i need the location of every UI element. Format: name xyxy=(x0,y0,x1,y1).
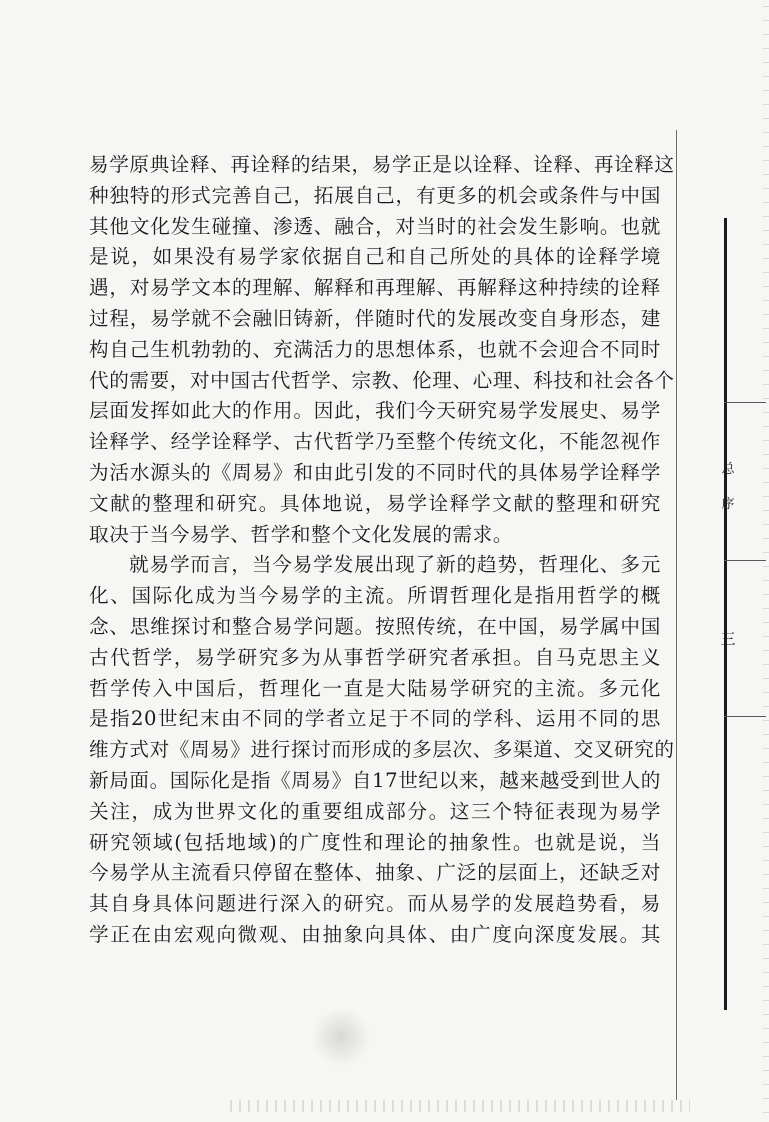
text-line: 代的需要，对中国古代哲学、宗教、伦理、心理、科技和社会各个 xyxy=(89,368,675,392)
text-line: 诠释学、经学诠释学、古代哲学乃至整个传统文化，不能忽视作 xyxy=(89,430,661,454)
text-line: 研究领域(包括地域)的广度性和理论的抽象性。也就是说，当 xyxy=(89,830,661,854)
text-line: 构自己生机勃勃的、充满活力的思想体系，也就不会迎合不同时 xyxy=(89,337,661,361)
paragraph-start-line: 就易学而言，当今易学发展出现了新的趋势，哲理化、多元 xyxy=(129,553,661,577)
page-number: 三 xyxy=(720,630,736,648)
sidebar-divider-2 xyxy=(724,560,766,561)
text-line: 层面发挥如此大的作用。因此，我们今天研究易学发展史、易学 xyxy=(89,399,661,423)
text-line: 其他文化发生碰撞、渗透、融合，对当时的社会发生影响。也就 xyxy=(89,214,661,238)
text-line: 过程，易学就不会融旧铸新，伴随时代的发展改变自身形态，建 xyxy=(89,306,661,330)
text-line: 遇，对易学文本的理解、解释和再理解、再解释这种持续的诠释 xyxy=(89,276,661,300)
scan-noise xyxy=(230,1100,690,1112)
margin-rule-outer xyxy=(676,130,677,1100)
text-line: 种独特的形式完善自己，拓展自己，有更多的机会或条件与中国 xyxy=(89,183,661,207)
margin-rule-thick xyxy=(724,218,727,1010)
text-line: 学正在由宏观向微观、由抽象向具体、由广度向深度发展。其 xyxy=(89,922,661,946)
body-text xyxy=(89,150,675,951)
scan-smudge xyxy=(310,1008,372,1066)
paragraph-end-line: 取决于当今易学、哲学和整个文化发展的需求。 xyxy=(89,522,514,546)
text-line: 今易学从主流看只停留在整体、抽象、广泛的层面上，还缺乏对 xyxy=(89,861,661,885)
text-line: 为活水源头的《周易》和由此引发的不同时代的具体易学诠释学 xyxy=(89,460,661,484)
page-edge xyxy=(763,0,769,1122)
text-line: 关注，成为世界文化的重要组成部分。这三个特征表现为易学 xyxy=(89,799,661,823)
section-title-char-1: 总 xyxy=(721,462,735,477)
text-line: 易学原典诠释、再诠释的结果，易学正是以诠释、诠释、再诠释这 xyxy=(89,153,675,176)
text-line: 化、国际化成为当今易学的主流。所谓哲理化是指用哲学的概 xyxy=(89,584,661,608)
text-line: 是说，如果没有易学家依据自己和自己所处的具体的诠释学境 xyxy=(89,245,661,269)
text-line: 念、思维探讨和整合易学问题。按照传统，在中国，易学属中国 xyxy=(89,614,661,638)
text-line: 维方式对《周易》进行探讨而形成的多层次、多渠道、交叉研究的 xyxy=(89,738,675,762)
text-line: 新局面。国际化是指《周易》自17世纪以来，越来越受到世人的 xyxy=(89,768,661,792)
section-title-char-2: 序 xyxy=(721,497,735,512)
text-line: 是指20世纪末由不同的学者立足于不同的学科、运用不同的思 xyxy=(89,707,661,731)
text-line: 文献的整理和研究。具体地说，易学诠释学文献的整理和研究 xyxy=(89,491,661,515)
sidebar-divider-1 xyxy=(724,402,766,403)
text-line: 哲学传入中国后，哲理化一直是大陆易学研究的主流。多元化 xyxy=(89,676,661,700)
sidebar-divider-3 xyxy=(724,716,766,717)
text-line: 其自身具体问题进行深入的研究。而从易学的发展趋势看，易 xyxy=(89,892,661,916)
text-line: 古代哲学，易学研究多为从事哲学研究者承担。自马克思主义 xyxy=(89,645,661,669)
